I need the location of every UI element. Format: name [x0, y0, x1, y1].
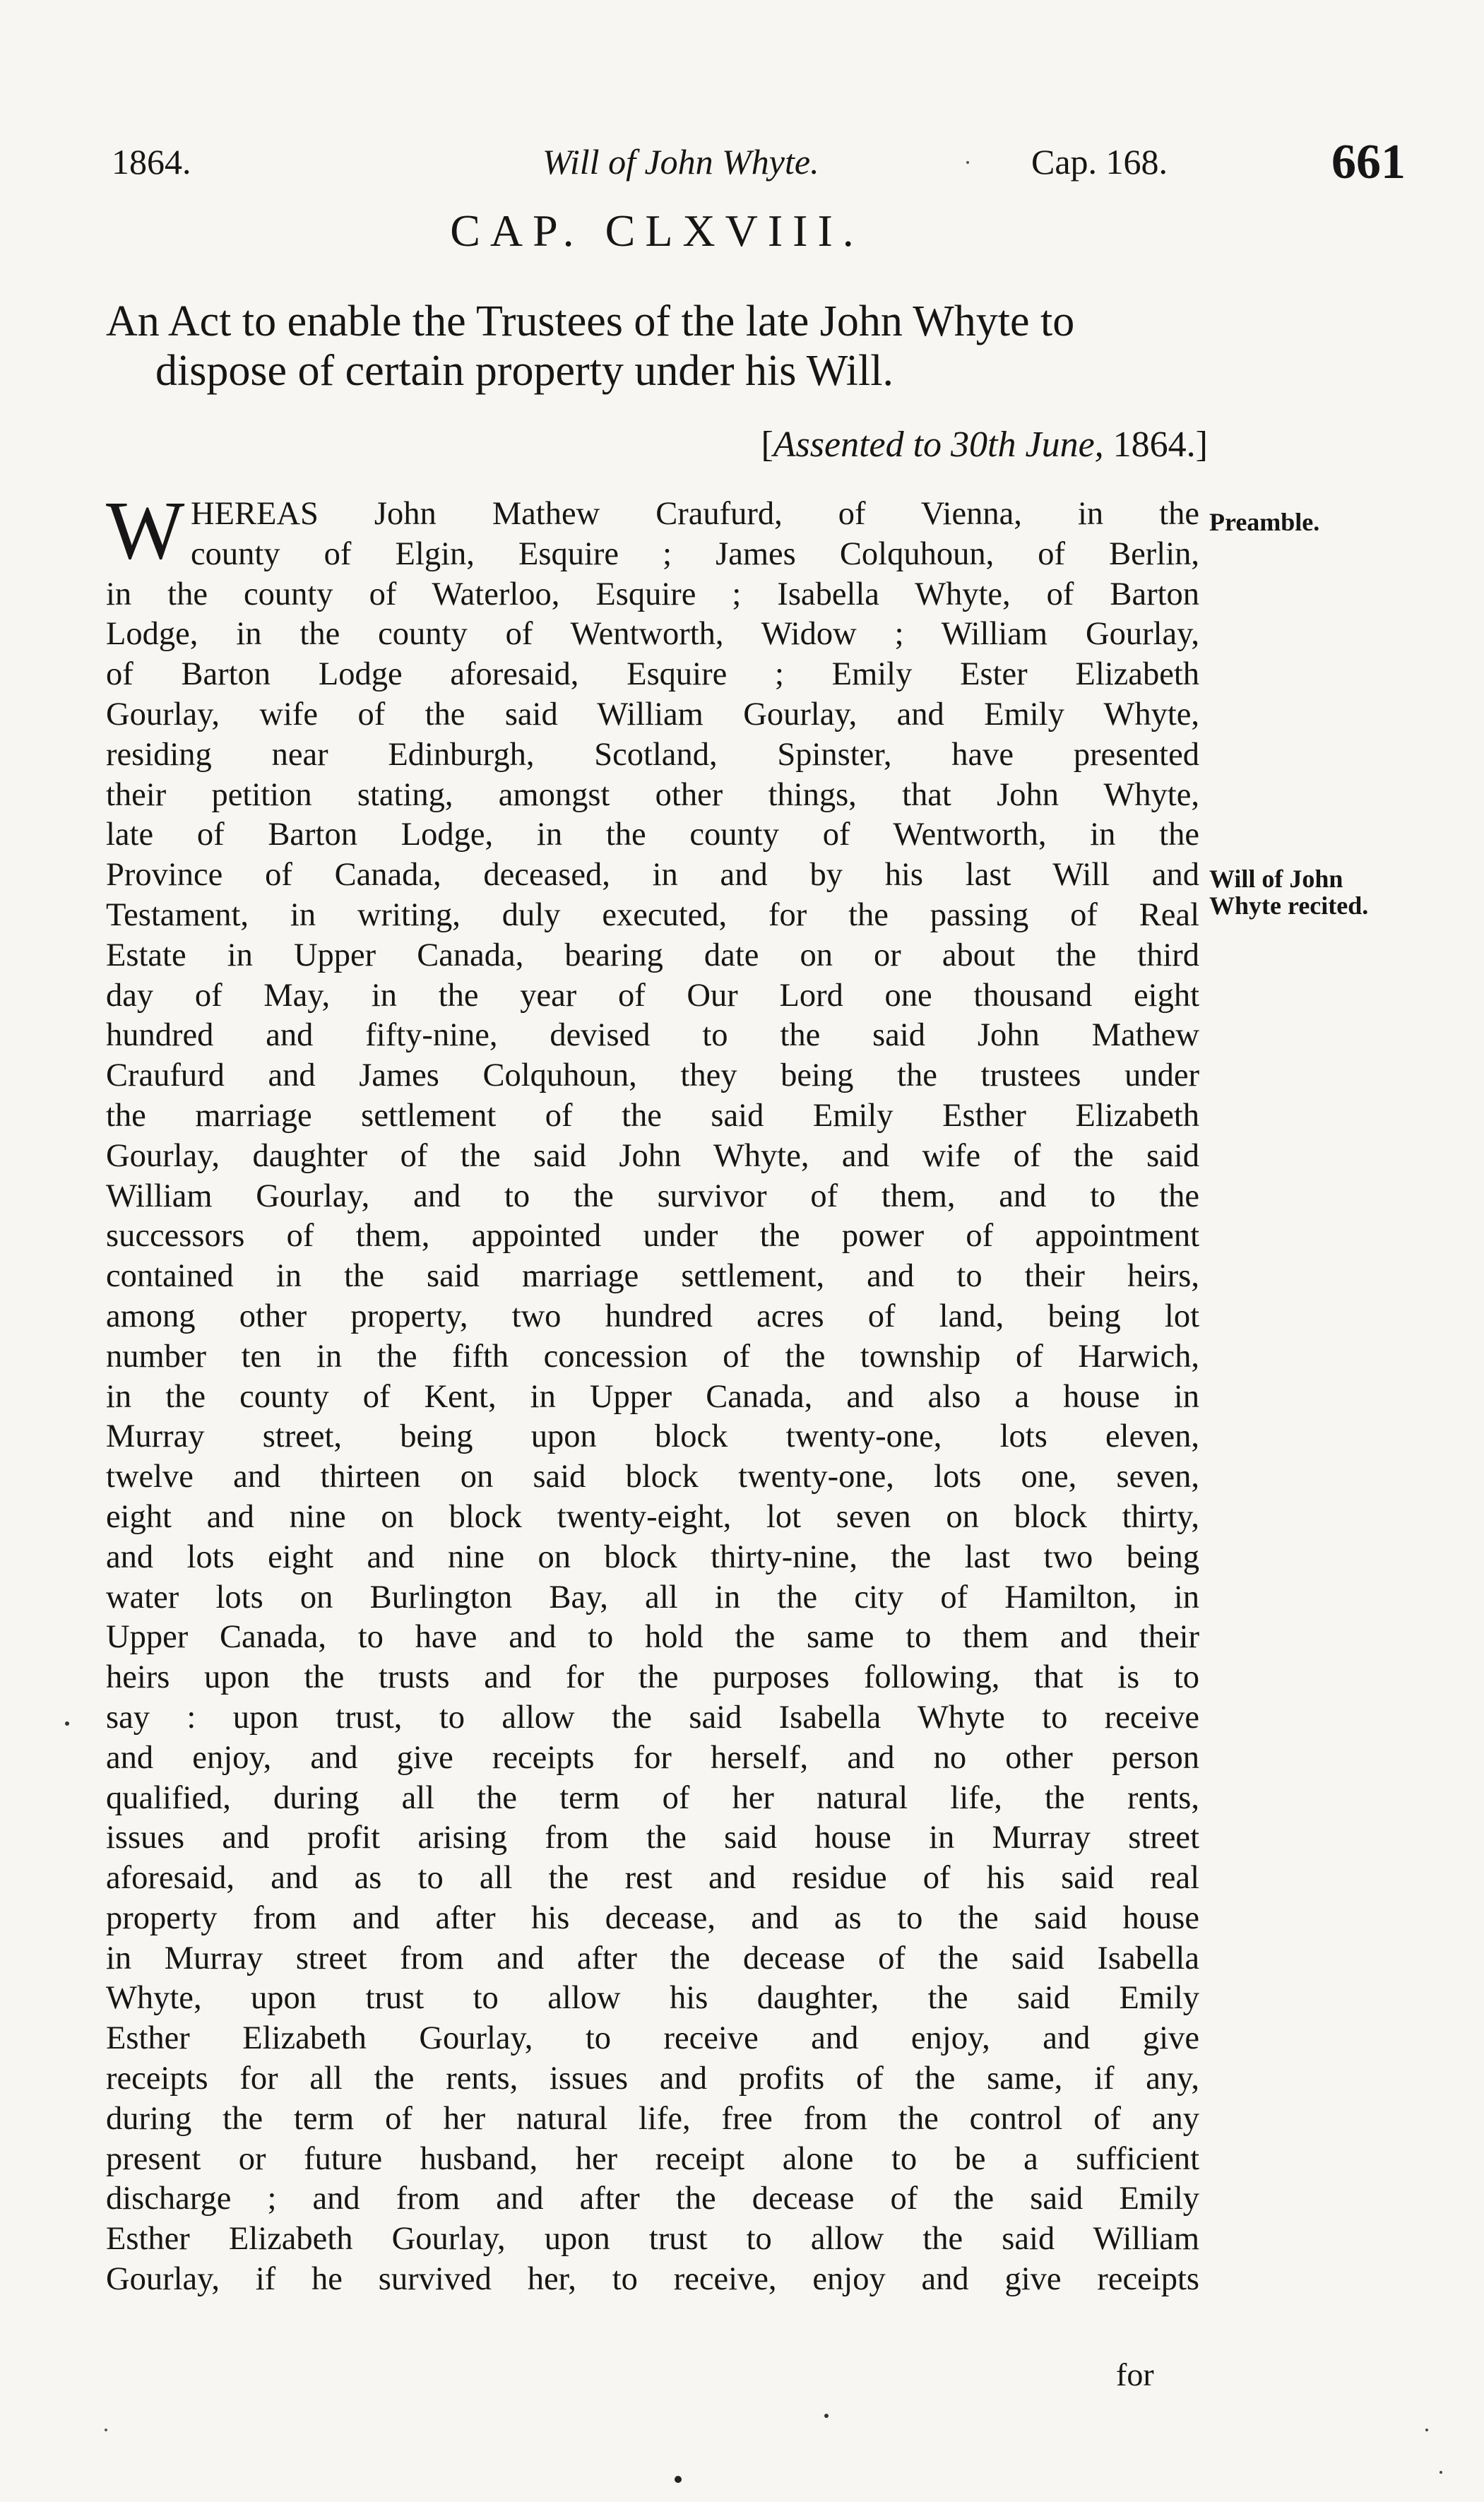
running-header [106, 134, 1406, 198]
margin-note-will-recited: Will of John Whyte recited. [1209, 865, 1369, 920]
body-line: and enjoy, and give receipts for herself, and no other person [106, 1739, 1199, 1776]
body-line: among other property, two hundred acres of land, being lot [106, 1298, 1199, 1334]
catchword: for [1116, 2356, 1154, 2393]
body-line: Gourlay, wife of the said William Gourlay, and Emily Whyte, [106, 696, 1199, 733]
body-line: William Gourlay, and to the survivor of them, and to the [106, 1178, 1199, 1214]
body-line: Lodge, in the county of Wentworth, Widow ; William Gourlay, [106, 616, 1199, 653]
body-line: aforesaid, and as to all the rest and residue of his said real [106, 1860, 1199, 1897]
body-line: Esther Elizabeth Gourlay, upon trust to allow the said William [106, 2221, 1199, 2258]
body-line: HEREAS John Mathew Craufurd, of Vienna, in the [191, 496, 1199, 532]
assent-text: Assented to 30th June, [773, 425, 1104, 465]
body-line: in the county of Waterloo, Esquire ; Isabella Whyte, of Barton [106, 576, 1199, 612]
assent-year: 1864.] [1112, 425, 1208, 465]
body-line: property from and after his decease, and as to the said house [106, 1899, 1199, 1936]
body-line: Province of Canada, deceased, in and by his last Will and [106, 857, 1199, 894]
body-line: Craufurd and James Colquhoun, they being the trustees under [106, 1057, 1199, 1094]
body-line: hundred and fifty-nine, devised to the said John Mathew [106, 1017, 1199, 1054]
body-line: in the county of Kent, in Upper Canada, and also a house in [106, 1378, 1199, 1415]
body-line: their petition stating, amongst other things, that John Whyte, [106, 776, 1199, 813]
body-line: receipts for all the rents, issues and profits of the same, if any, [106, 2061, 1199, 2097]
header-title: Will of John Whyte. [542, 142, 819, 182]
header-year: 1864. [112, 142, 191, 182]
header-chapter: Cap. 168. [1031, 142, 1168, 182]
body-line: heirs upon the trusts and for the purposes following, that is to [106, 1659, 1199, 1696]
chapter-heading: CAP. CLXVIII. [450, 206, 864, 256]
body-line: Whyte, upon trust to allow his daughter, the said Emily [106, 1980, 1199, 2017]
body-line: qualified, during all the term of her natural life, the rents, [106, 1779, 1199, 1816]
body-line: Murray street, being upon block twenty-one, lots eleven, [106, 1418, 1199, 1455]
assent-bracket-open: [ [761, 425, 773, 465]
body-line: the marriage settlement of the said Emily Esther Elizabeth [106, 1097, 1199, 1134]
body-line: eight and nine on block twenty-eight, lot seven on block thirty, [106, 1498, 1199, 1535]
body-line: Gourlay, if he survived her, to receive, enjoy and give receipts [106, 2261, 1199, 2298]
body-line: during the term of her natural life, free from the control of any [106, 2100, 1199, 2137]
body-line: Gourlay, daughter of the said John Whyte, and wife of the said [106, 1137, 1199, 1174]
margin-note-preamble: Preamble. [1209, 508, 1320, 536]
assent-line [106, 424, 1208, 466]
body-line: successors of them, appointed under the power of appointment [106, 1218, 1199, 1255]
body-line: in Murray street from and after the decease of the said Isabella [106, 1940, 1199, 1976]
body-line: residing near Edinburgh, Scotland, Spinster, have presented [106, 736, 1199, 773]
body-line: and lots eight and nine on block thirty-nine, the last two being [106, 1538, 1199, 1575]
body-line: twelve and thirteen on said block twenty-one, lots one, seven, [106, 1459, 1199, 1495]
body-line: present or future husband, her receipt alone to be a sufficient [106, 2140, 1199, 2177]
body-line: Upper Canada, to have and to hold the same to them and their [106, 1619, 1199, 1656]
act-title: An Act to enable the Trustees of the late John Whyte to dispose of certain property under his Will. [106, 297, 1075, 395]
body-line: issues and profit arising from the said house in Murray street [106, 1820, 1199, 1856]
page-number: 661 [1331, 135, 1406, 189]
body-line: Testament, in writing, duly executed, for the passing of Real [106, 896, 1199, 933]
body-line: contained in the said marriage settlement, and to their heirs, [106, 1258, 1199, 1295]
body-paragraph [106, 484, 1199, 2300]
body-line: late of Barton Lodge, in the county of Wentworth, in the [106, 817, 1199, 853]
body-line: discharge ; and from and after the decease of the said Emily [106, 2181, 1199, 2217]
body-line: number ten in the fifth concession of the township of Harwich, [106, 1338, 1199, 1375]
body-line: water lots on Burlington Bay, all in the city of Hamilton, in [106, 1579, 1199, 1615]
body-line: Esther Elizabeth Gourlay, to receive and enjoy, and give [106, 2020, 1199, 2057]
body-line: day of May, in the year of Our Lord one thousand eight [106, 977, 1199, 1014]
drop-cap: W [106, 484, 185, 576]
body-line: of Barton Lodge aforesaid, Esquire ; Emily Ester Elizabeth [106, 656, 1199, 693]
body-line: Estate in Upper Canada, bearing date on or about the third [106, 937, 1199, 973]
body-line: county of Elgin, Esquire ; James Colquhoun, of Berlin, [191, 535, 1199, 572]
body-line: say : upon trust, to allow the said Isabella Whyte to receive [106, 1699, 1199, 1736]
